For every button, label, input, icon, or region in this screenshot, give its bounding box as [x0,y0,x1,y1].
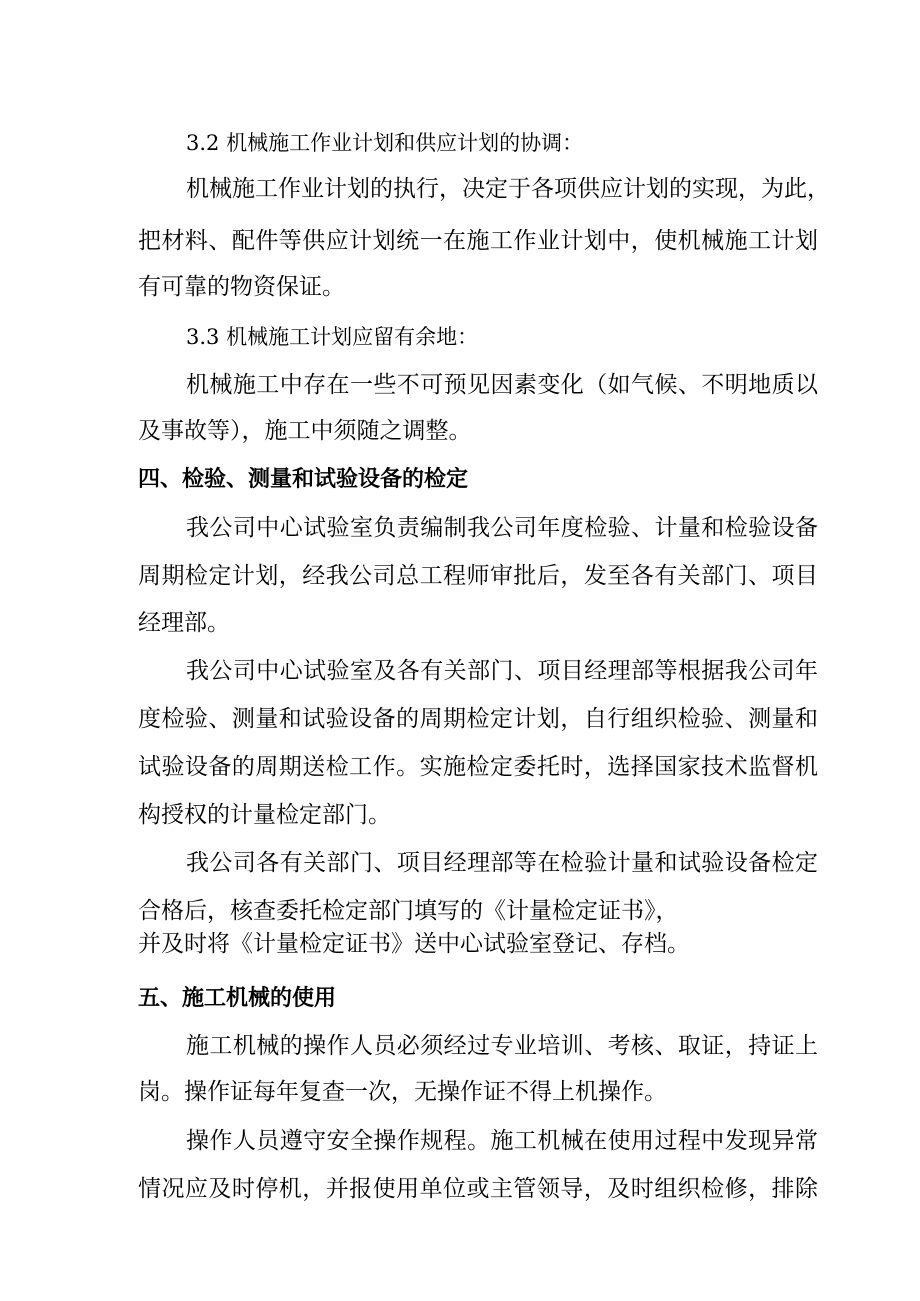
section-5-heading: 五、施工机械的使用 [138,986,337,1011]
paragraph-line: 情况应及时停机，并报使用单位或主管领导，及时组织检修，排除 [138,1176,818,1202]
paragraph-line: 度检验、测量和试验设备的周期检定计划，自行组织检验、测量和 [138,706,818,732]
paragraph-line: 周期检定计划，经我公司总工程师审批后，发至各有关部门、项目 [138,563,818,589]
paragraph-line: 岗。操作证每年复查一次，无操作证不得上机操作。 [138,1079,667,1105]
paragraph-line: 构授权的计量检定部门。 [138,802,391,828]
paragraph-line: 试验设备的周期送检工作。实施检定委托时，选择国家技术监督机 [138,754,818,780]
section-4-heading: 四、检验、测量和试验设备的检定 [138,467,469,492]
section-3-2-heading: 3.2 机械施工作业计划和供应计划的协调： [186,131,584,155]
paragraph-line: 经理部。 [138,610,230,636]
paragraph-line: 及事故等），施工中须随之调整。 [138,418,472,444]
paragraph-line: 并及时将《计量检定证书》送中心试验室登记、存档。 [138,931,690,957]
paragraph-line: 把材料、配件等供应计划统一在施工作业计划中，使机械施工计划 [138,228,818,254]
paragraph-line: 我公司中心试验室负责编制我公司年度检验、计量和检验设备 [186,515,818,541]
paragraph-line: 机械施工作业计划的执行，决定于各项供应计划的实现，为此， [186,176,830,202]
paragraph-line: 有可靠的物资保证。 [138,274,345,300]
paragraph-line: 施工机械的操作人员必须经过专业培训、考核、取证，持证上 [186,1033,818,1059]
paragraph-line: 合格后，核查委托检定部门填写的《计量检定证书》， [138,898,679,924]
paragraph-line: 操作人员遵守安全操作规程。施工机械在使用过程中发现异常 [186,1128,818,1154]
paragraph-line: 我公司中心试验室及各有关部门、项目经理部等根据我公司年 [186,658,818,684]
section-3-3-heading: 3.3 机械施工计划应留有余地： [186,325,479,349]
paragraph-line: 机械施工中存在一些不可预见因素变化（如气候、不明地质以 [186,372,818,398]
paragraph-line: 我公司各有关部门、项目经理部等在检验计量和试验设备检定 [186,850,818,876]
